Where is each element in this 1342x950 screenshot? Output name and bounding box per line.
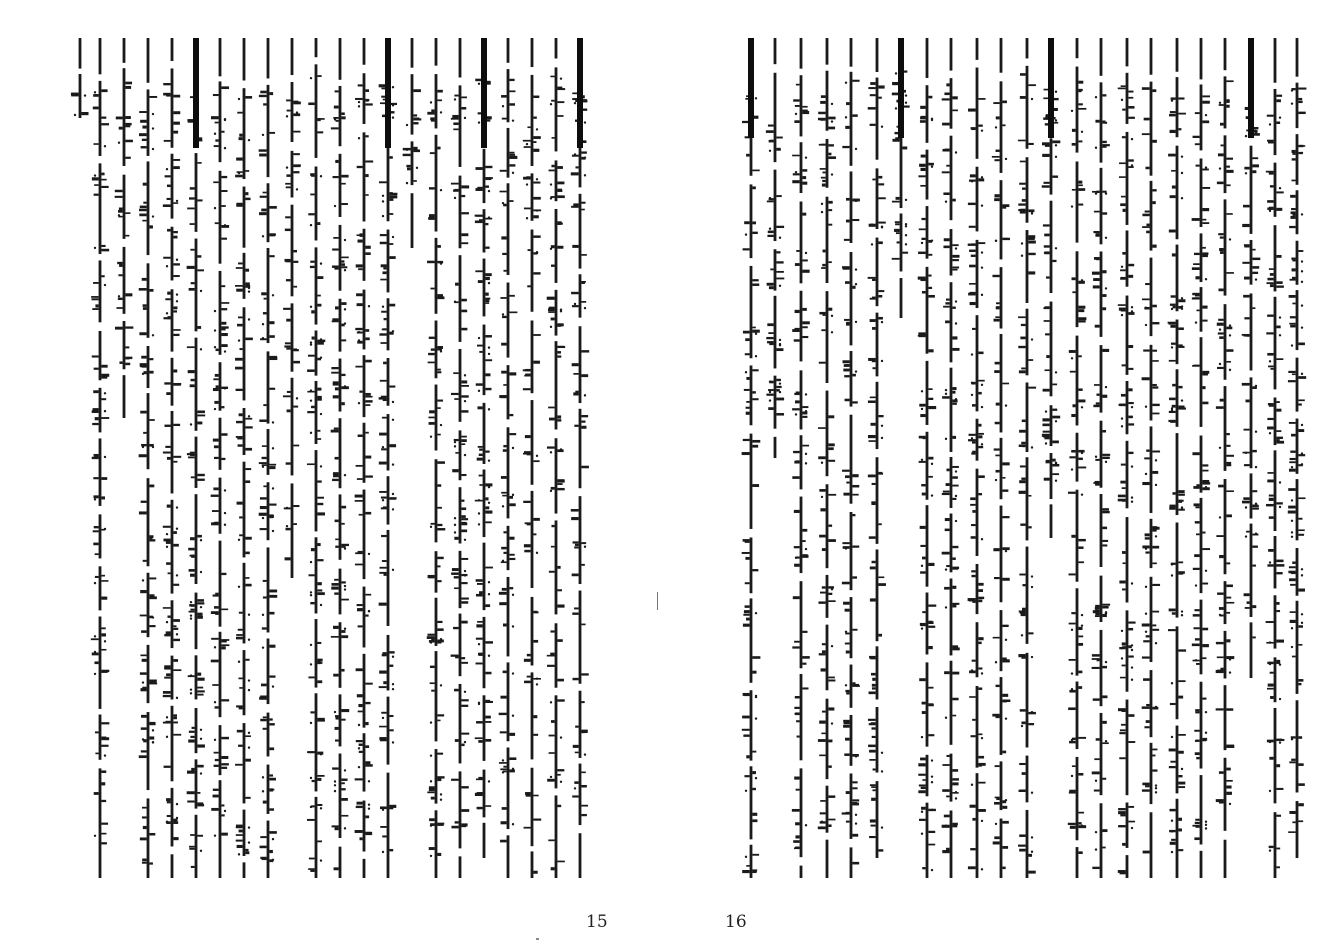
script-column <box>235 38 253 878</box>
script-column <box>187 38 206 878</box>
script-column <box>91 38 110 878</box>
script-column <box>1242 38 1261 678</box>
script-column <box>868 38 886 858</box>
right-page-mongolian-script-columns <box>731 18 1321 898</box>
script-column <box>1266 38 1285 878</box>
left-page-mongolian-script-columns <box>60 18 620 898</box>
script-column <box>766 38 784 458</box>
script-column <box>379 38 398 878</box>
script-column <box>71 38 89 118</box>
script-column <box>1068 38 1087 878</box>
right-page <box>671 0 1342 950</box>
script-column <box>968 38 986 878</box>
script-column <box>742 38 761 878</box>
script-column <box>163 38 182 878</box>
script-column <box>499 38 518 878</box>
script-column <box>892 38 910 318</box>
script-column <box>403 38 422 248</box>
script-column <box>1216 38 1235 878</box>
script-column <box>331 38 350 878</box>
script-column <box>1018 38 1036 878</box>
script-column <box>1092 38 1111 878</box>
script-column <box>307 38 325 878</box>
script-column <box>211 38 230 878</box>
script-column <box>475 38 493 858</box>
script-column <box>523 38 541 878</box>
script-column <box>259 38 278 878</box>
script-column <box>571 38 589 878</box>
left-page-text-block <box>60 18 620 898</box>
script-column <box>1042 38 1061 538</box>
script-column <box>918 38 937 878</box>
script-column <box>1192 38 1211 878</box>
script-column <box>1118 38 1136 878</box>
script-column <box>283 38 301 578</box>
script-column <box>818 38 836 878</box>
script-column <box>355 38 374 878</box>
script-column <box>427 38 446 878</box>
right-page-text-block <box>731 18 1321 898</box>
script-column <box>1142 38 1160 878</box>
script-column <box>942 38 960 878</box>
gutter-mark <box>657 592 658 610</box>
script-column <box>139 38 158 878</box>
script-column <box>1288 38 1307 858</box>
stray-mark <box>536 938 539 940</box>
left-page-number: 15 <box>586 912 608 932</box>
right-page-number: 16 <box>725 912 747 932</box>
script-column <box>1168 38 1186 878</box>
script-column <box>547 38 565 878</box>
script-column <box>792 38 810 878</box>
script-column <box>842 38 860 878</box>
script-column <box>451 38 470 878</box>
script-column <box>115 38 134 418</box>
script-column <box>992 38 1011 878</box>
